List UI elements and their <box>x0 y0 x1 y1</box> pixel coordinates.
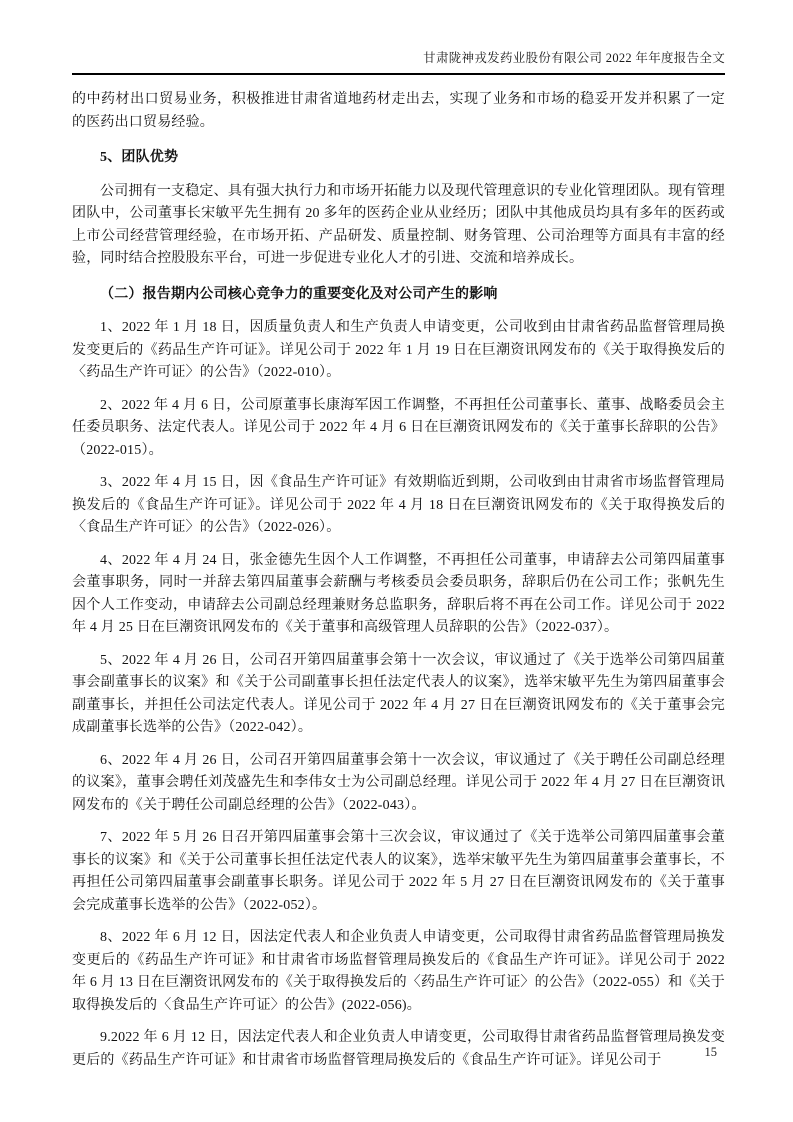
continuation-paragraph: 的中药材出口贸易业务，积极推进甘肃省道地药材走出去，实现了业务和市场的稳妥开发并积累了一定的医药出口贸易经验。 <box>72 92 725 130</box>
page-header <box>72 48 725 75</box>
report-header-title: 甘肃陇神戎发药业股份有限公司 2022 年年度报告全文 <box>423 51 725 65</box>
document-body <box>72 75 725 1072</box>
event-item-9: 9.2022 年 6 月 12 日，因法定代表人和企业负责人申请变更，公司取得甘肃省药品监督管理局换发变更后的《药品生产许可证》和甘肃省市场监督管理局换发后的《食品生产许可证》。详见公司于 <box>72 1030 725 1068</box>
paragraph-team-advantage: 公司拥有一支稳定、具有强大执行力和市场开拓能力以及现代管理意识的专业化管理团队。现有管理团队中，公司董事长宋敏平先生拥有 20 多年的医药企业从业经历；团队中其他成员均具有多年的医药或上市公司经营管理经验，在市场开拓、产品研发、质量控制、财务管理、公司治理等方面具有丰富的经验，同时结合控股股东平台，可进一步促进专业化人才的引进、交流和培养成长。 <box>72 183 725 266</box>
page-footer <box>705 1045 718 1060</box>
heading-team-advantage: 5、团队优势 <box>100 150 179 165</box>
event-item-5: 5、2022 年 4 月 26 日，公司召开第四届董事会第十一次会议，审议通过了《关于选举公司第四届董事会副董事长的议案》和《关于公司副董事长担任法定代表人的议案》，选举宋敏平先生为第四届董事会副董事长，并担任公司法定代表人。详见公司于 2022 年 4 月 27 日在巨潮资讯网发布的《关于董事会完成副董事长选举的公告》（2022-042）。 <box>72 652 725 735</box>
event-item-8: 8、2022 年 6 月 12 日，因法定代表人和企业负责人申请变更，公司取得甘肃省药品监督管理局换发变更后的《药品生产许可证》和甘肃省市场监督管理局换发后的《食品生产许可证》。详见公司于 2022 年 6 月 13 日在巨潮资讯网发布的《关于取得换发后的〈药品生产许可证〉的公告》（2022-055）和《关于取得换发后的〈食品生产许可证〉的公告》(2022-056)。 <box>72 930 725 1013</box>
page-number: 15 <box>704 1045 717 1059</box>
event-item-1: 1、2022 年 1 月 18 日，因质量负责人和生产负责人申请变更，公司收到由甘肃省药品监督管理局换发变更后的《药品生产许可证》。详见公司于 2022 年 1 月 19 日在巨潮资讯网发布的《关于取得换发后的〈药品生产许可证〉的公告》（2022-010）。 <box>72 320 725 380</box>
event-item-7: 7、2022 年 5 月 26 日召开第四届董事会第十三次会议，审议通过了《关于选举公司第四届董事会董事长的议案》和《关于公司董事长担任法定代表人的议案》，选举宋敏平先生为第四届董事会董事长，不再担任公司第四届董事会副董事长职务。详见公司于 2022 年 5 月 27 日在巨潮资讯网发布的《关于董事会完成董事长选举的公告》（2022-052）。 <box>72 830 725 913</box>
event-item-2: 2、2022 年 4 月 6 日，公司原董事长康海军因工作调整，不再担任公司董事长、董事、战略委员会主任委员职务、法定代表人。详见公司于 2022 年 4 月 6 日在巨潮资讯网发布的《关于董事长辞职的公告》（2022-015）。 <box>72 397 725 458</box>
event-item-6: 6、2022 年 4 月 26 日，公司召开第四届董事会第十一次会议，审议通过了《关于聘任公司副总经理的议案》，董事会聘任刘茂盛先生和李伟女士为公司副总经理。详见公司于 2022 年 4 月 27 日在巨潮资讯网发布的《关于聘任公司副总经理的公告》（2022-043）。 <box>72 752 725 813</box>
heading-core-competitiveness-changes: （二）报告期内公司核心竞争力的重要变化及对公司产生的影响 <box>100 286 498 302</box>
event-item-3: 3、2022 年 4 月 15 日，因《食品生产许可证》有效期临近到期，公司收到由甘肃省市场监督管理局换发后的《食品生产许可证》。详见公司于 2022 年 4 月 18 日在巨潮资讯网发布的《关于取得换发后的〈食品生产许可证〉的公告》（2022-026）。 <box>72 475 725 535</box>
event-item-4: 4、2022 年 4 月 24 日，张金德先生因个人工作调整，不再担任公司董事，申请辞去公司第四届董事会董事职务，同时一并辞去第四届董事会薪酬与考核委员会委员职务，辞职后仍在公司工作；张帆先生因个人工作变动，申请辞去公司副总经理兼财务总监职务，辞职后将不再在公司工作。详见公司于 2022 年 4 月 25 日在巨潮资讯网发布的《关于董事和高级管理人员辞职的公告》（2022-037）。 <box>72 552 725 635</box>
